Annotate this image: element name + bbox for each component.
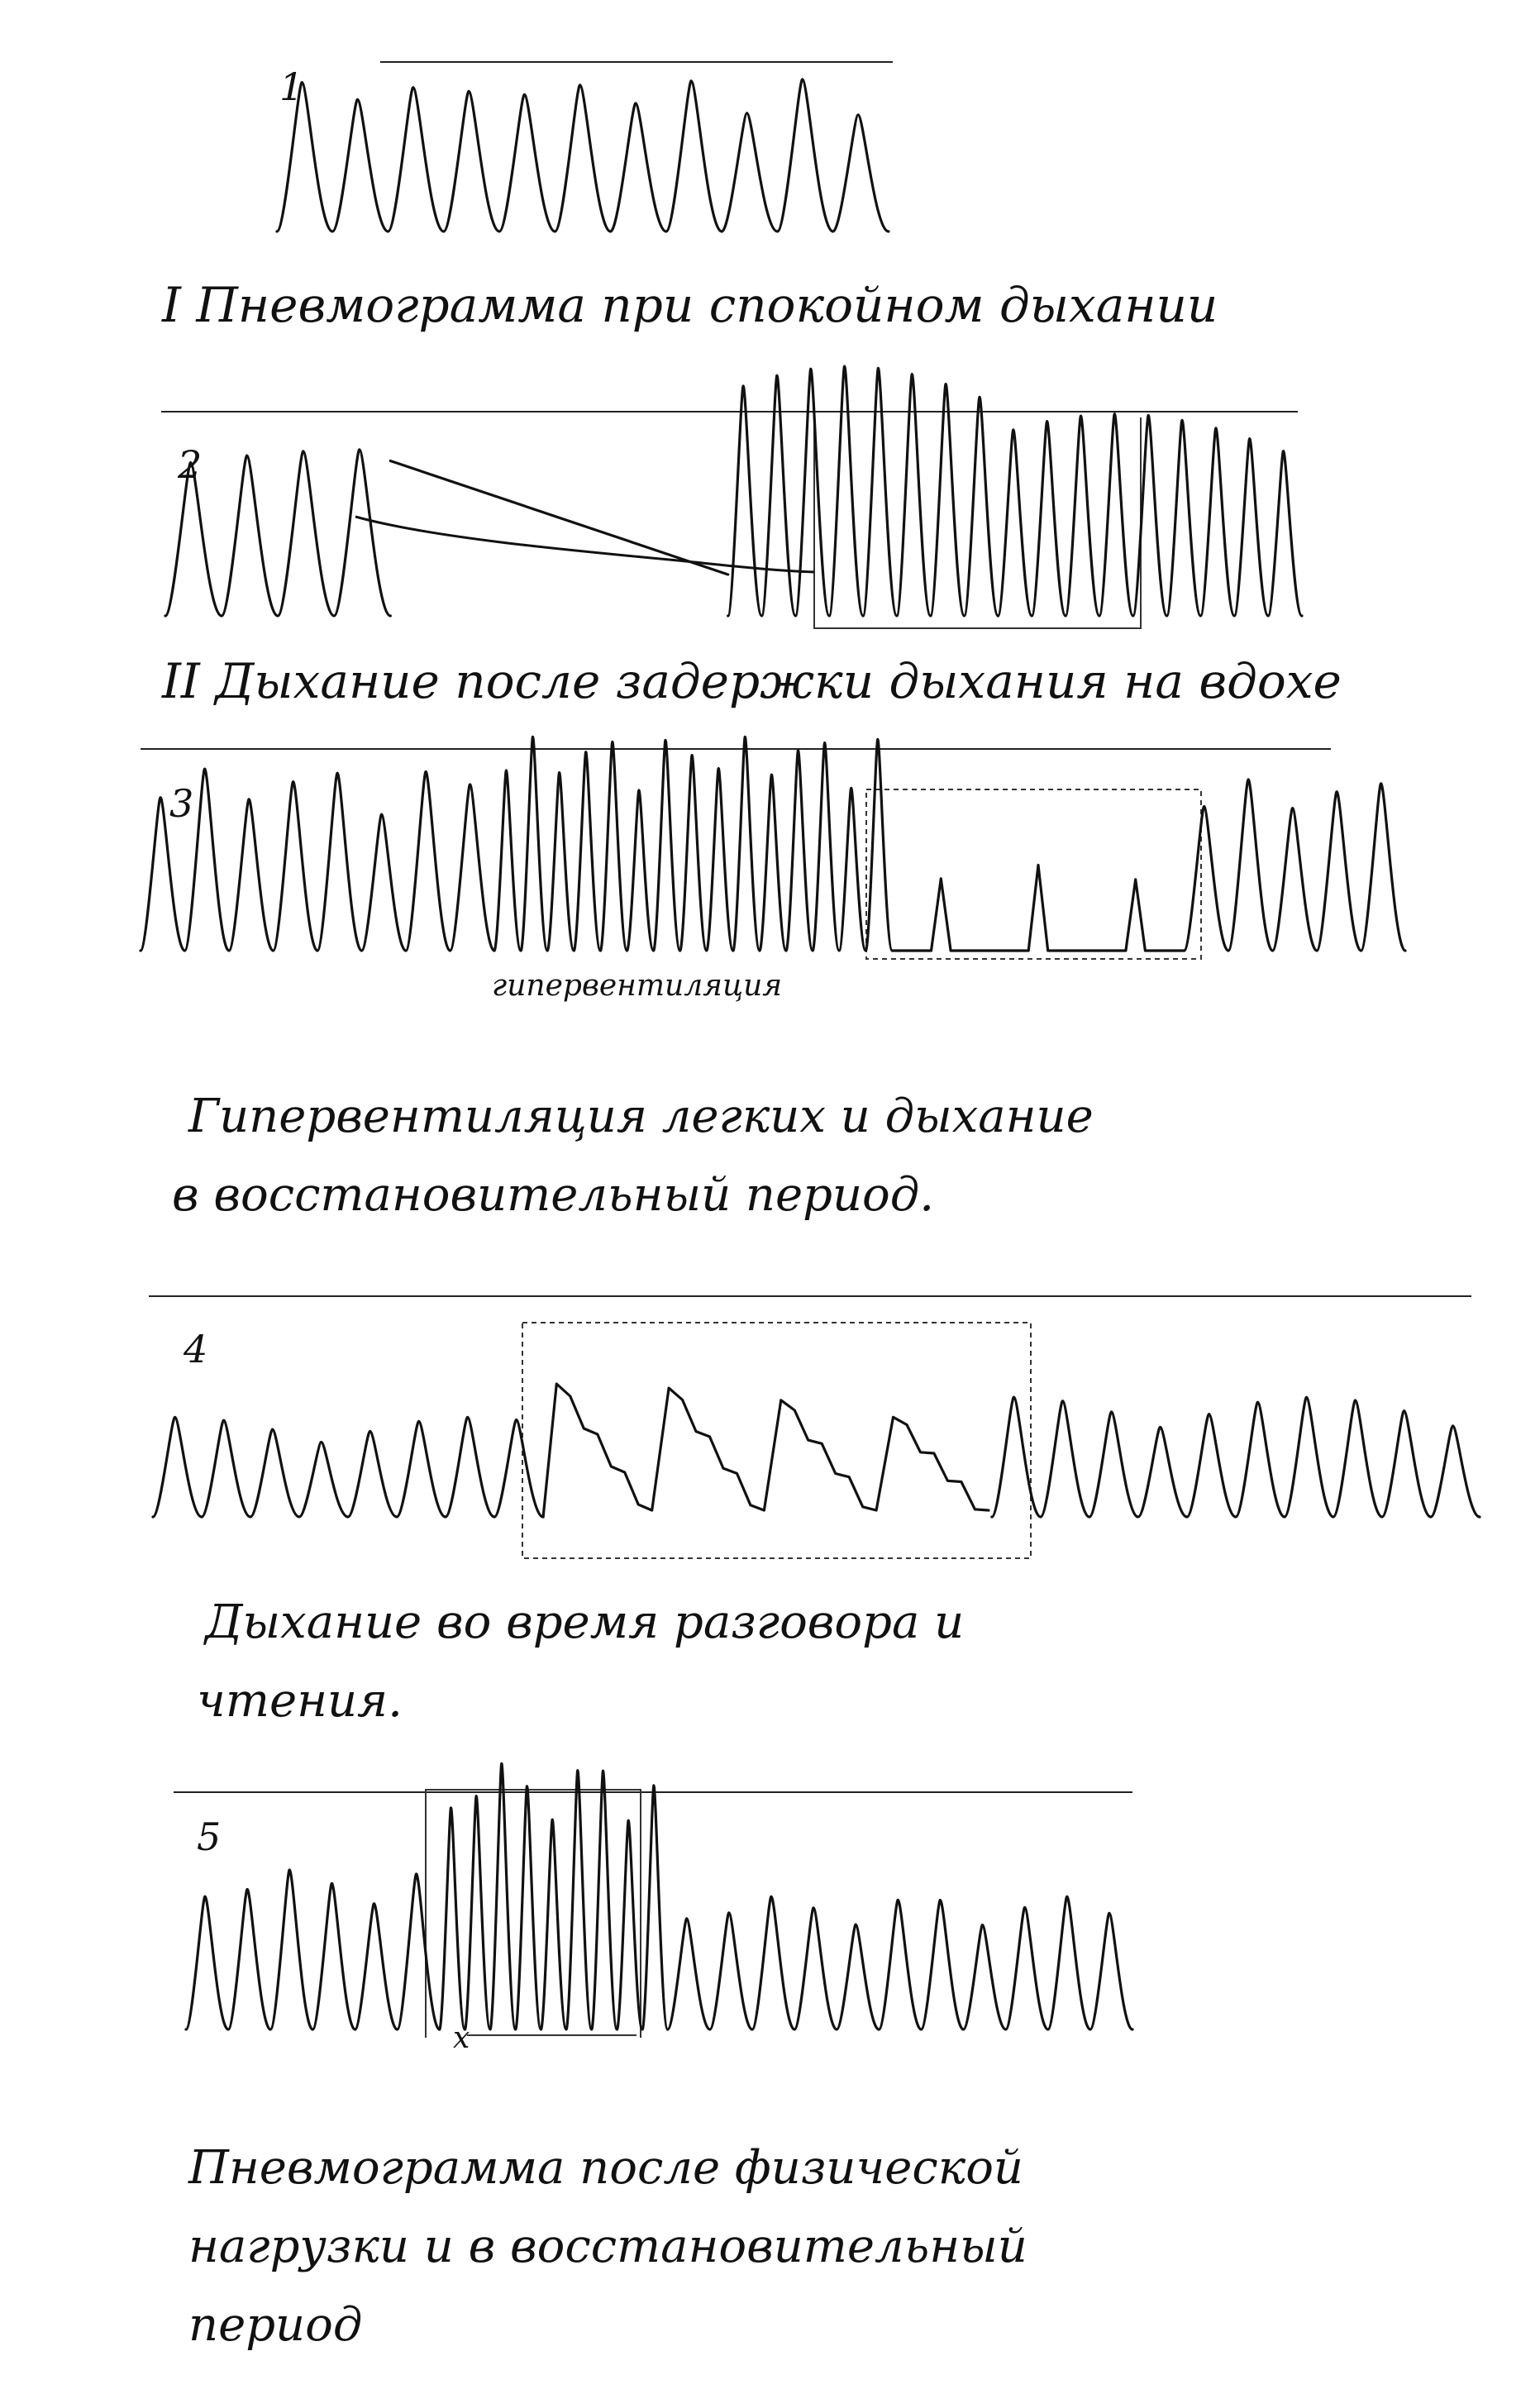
panel-5-caption-line-3: период bbox=[188, 2298, 363, 2352]
panel-2-caption: II Дыхание после задержки дыхания на вдохе bbox=[162, 653, 1342, 709]
panel-3-caption-line-2: в восстановительный период. bbox=[172, 1168, 935, 1222]
trace-2-phase-3-rapid bbox=[728, 366, 999, 616]
box-panel-3 bbox=[866, 789, 1201, 959]
panel-1-caption: I Пневмограмма при спокойном дыхании bbox=[162, 277, 1218, 333]
panel-4-caption-line-1: Дыхание во время разговора и bbox=[205, 1595, 965, 1649]
panel-4-caption-line-2: чтения. bbox=[197, 1674, 403, 1728]
trace-4-phase-1-regular bbox=[153, 1417, 543, 1517]
trace-5-phase-1-regular bbox=[186, 1870, 440, 2029]
trace-2-phase-4-rapid bbox=[998, 414, 1302, 616]
trace-2-phase-2-hold bbox=[390, 461, 727, 575]
panel-1-number: 1 bbox=[279, 64, 304, 109]
trace-1-phase-1-regular bbox=[277, 79, 889, 231]
trace-4-phase-3-regular bbox=[992, 1397, 1480, 1517]
exercise-marker: x bbox=[453, 2021, 470, 2055]
trace-5-phase-3-regular bbox=[668, 1896, 1132, 2029]
trace-3-phase-3-sparse bbox=[892, 866, 1184, 951]
trace-3-phase-4-regular bbox=[1185, 780, 1406, 951]
panel-3-caption-line-1: Гипервентиляция легких и дыхание bbox=[188, 1090, 1094, 1143]
panel-4-number: 4 bbox=[184, 1327, 208, 1371]
panel-2-number: 2 bbox=[178, 442, 203, 487]
panel-5-caption-line-2: нагрузки и в восстановительный bbox=[188, 2220, 1027, 2273]
hyperventilation-label: гипервентиляция bbox=[492, 969, 783, 1003]
panel-5-caption-line-1: Пневмограмма после физической bbox=[188, 2141, 1023, 2195]
trace-5-phase-2-rapid bbox=[440, 1763, 668, 2029]
trace-3-phase-2-rapid bbox=[494, 737, 892, 951]
panel-3-number: 3 bbox=[169, 781, 194, 826]
box-panel-2 bbox=[814, 417, 1141, 628]
panel-5-number: 5 bbox=[197, 1815, 222, 1859]
trace-4-phase-2-speech bbox=[543, 1384, 989, 1517]
